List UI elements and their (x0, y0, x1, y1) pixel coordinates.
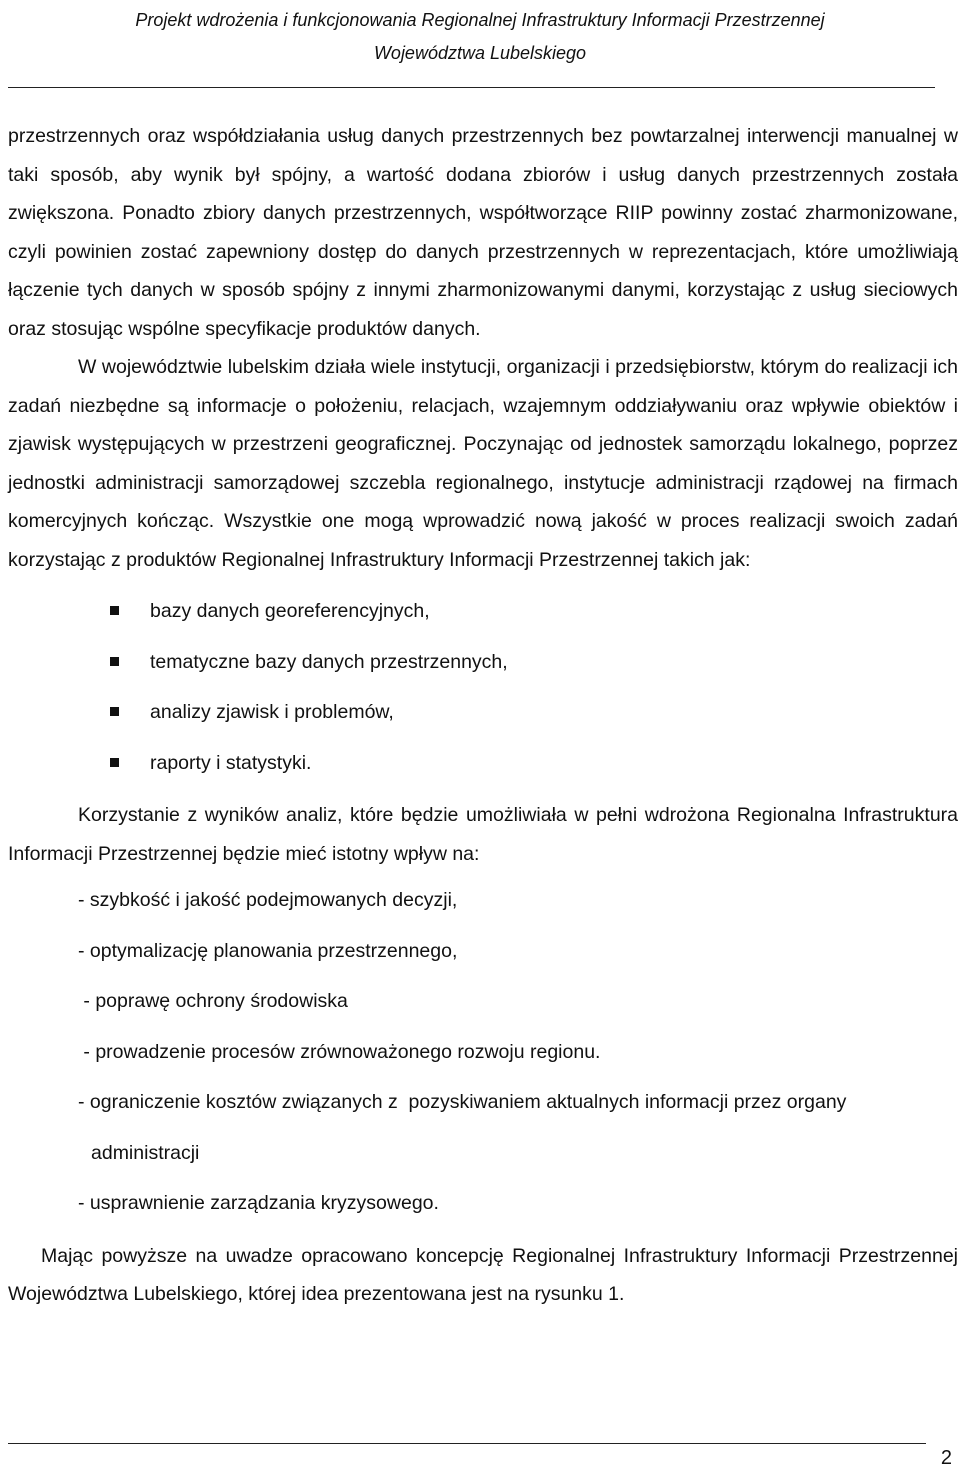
paragraph-3: Korzystanie z wyników analiz, które będzie umożliwiała w pełni wdrożona Regionalna Infrastruktura Informacji Przestrzennej będzie mieć istotny wpływ na: (8, 804, 958, 865)
bullet-square-icon (110, 657, 119, 666)
list-item (78, 1184, 958, 1235)
list-item-text: analizy zjawisk i problemów, (150, 701, 394, 723)
list-item-text: - szybkość i jakość podejmowanych decyzji, (78, 889, 458, 911)
header-divider (8, 87, 935, 88)
paragraph-4: Mając powyższe na uwadze opracowano koncepcję Regionalnej Infrastruktury Informacji Przestrzennej Województwa Lubelskiego, której idea prezentowana jest na rysunku 1. (8, 1244, 958, 1305)
list-item (78, 932, 958, 983)
list-item (8, 643, 958, 694)
list-item-text: - optymalizację planowania przestrzennego, (78, 939, 458, 962)
list-item-text: tematyczne bazy danych przestrzennych, (150, 650, 508, 673)
document-body (8, 117, 958, 1314)
list-item (78, 982, 958, 1033)
list-item (8, 693, 958, 744)
header-line-1: Projekt wdrożenia i funkcjonowania Regionalnej Infrastruktury Informacji Przestrzennej (135, 10, 825, 30)
list-item (8, 744, 958, 795)
list-item (78, 1033, 958, 1084)
list-item-text: - usprawnienie zarządzania kryzysowego. (78, 1192, 439, 1214)
list-item-text: - prowadzenie procesów zrównoważonego rozwoju regionu. (78, 1040, 601, 1063)
impact-list (8, 881, 958, 1235)
page-number: 2 (940, 1447, 952, 1469)
bullet-square-icon (110, 758, 119, 767)
bullet-square-icon (110, 707, 119, 716)
header-line-2: Województwa Lubelskiego (373, 43, 587, 63)
list-item (78, 1083, 958, 1134)
footer-divider (8, 1443, 926, 1444)
paragraph-1: przestrzennych oraz współdziałania usług danych przestrzennych bez powtarzalnej interwencji manualnej w taki sposób, aby wynik był spójny, a wartość dodana zbiorów i usług danych przestrzennych została zwiększona. Ponadto zbiory danych przestrzennych, współtworzące RIIP powinny zostać zharmonizowane, czyli powinien zostać zapewniony dostęp do danych przestrzennych w reprezentacjach, które umożliwiają łączenie tych danych w sposób spójny z innymi zharmonizowanymi danymi, korzystając z usług sieciowych oraz stosując wspólne specyfikacje produktów danych. (8, 125, 958, 340)
list-item-text: administracji (91, 1141, 200, 1164)
paragraph-2: W województwie lubelskim działa wiele instytucji, organizacji i przedsiębiorstw, którym do realizacji ich zadań niezbędne są informacje o położeniu, relacjach, wzajemnym oddziaływaniu oraz wpływie obiektów i zjawisk występujących w przestrzeni geograficznej. Poczynając od jednostek samorządu lokalnego, poprzez jednostki administracji samorządowej szczebla regionalnego, instytucje administracji rządowej na firmach komercyjnych kończąc. Wszystkie one mogą wprowadzić nową jakość w proces realizacji swoich zadań korzystając z produktów Regionalnej Infrastruktury Informacji Przestrzennej takich jak: (8, 356, 958, 571)
list-item-text: raporty i statystyki. (150, 751, 312, 774)
list-item (8, 592, 958, 643)
bullet-square-icon (110, 606, 119, 615)
list-item-text: - ograniczenie kosztów związanych z pozyskiwaniem aktualnych informacji przez organy (78, 1091, 847, 1113)
list-item (78, 1134, 958, 1185)
list-item-text: bazy danych georeferencyjnych, (150, 600, 430, 622)
list-item-text: - poprawę ochrony środowiska (78, 990, 348, 1012)
product-list (8, 592, 958, 794)
list-item (78, 881, 958, 932)
